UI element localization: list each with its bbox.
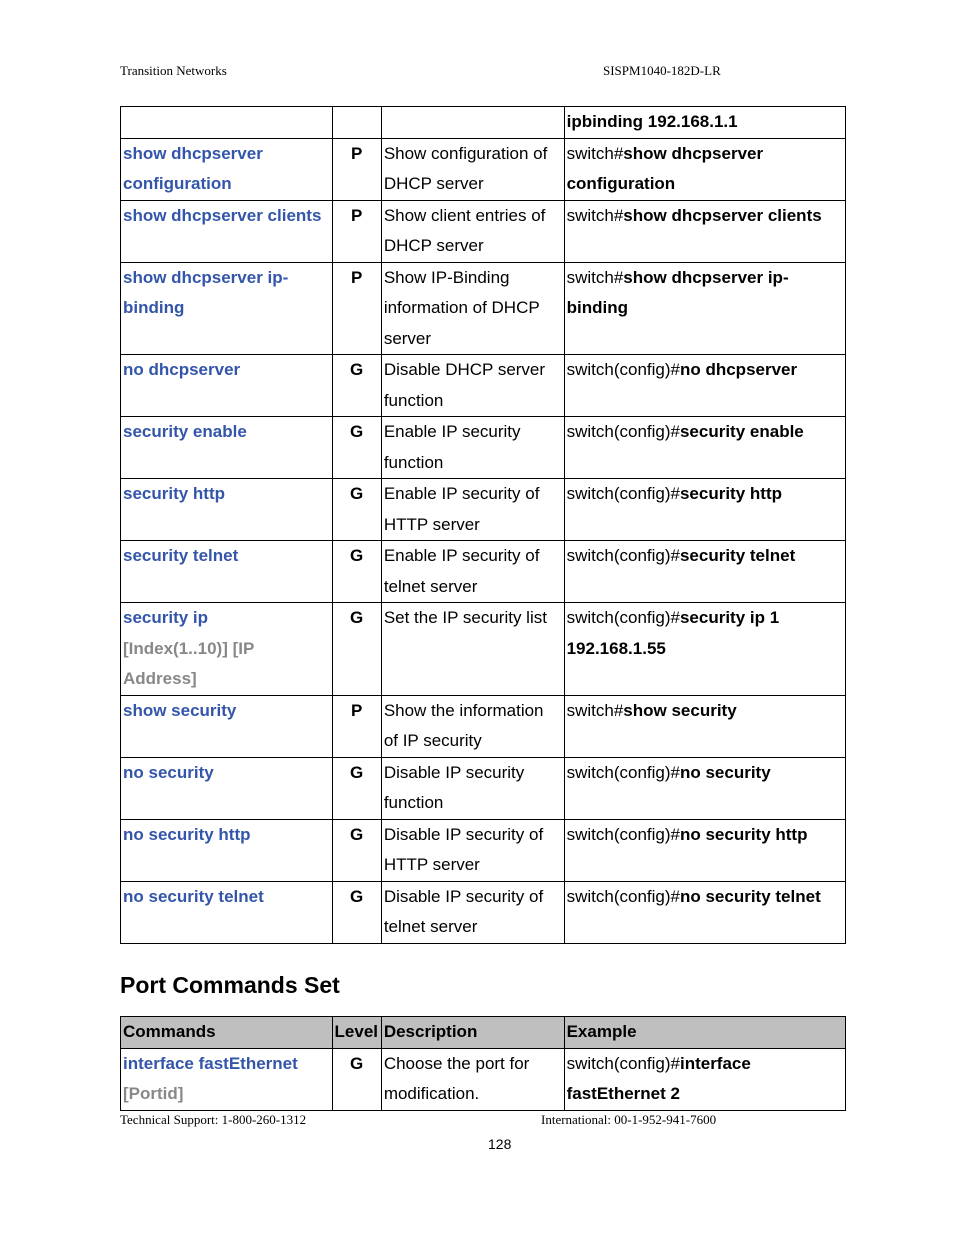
example-command: no security http [679,824,808,844]
command-cell [121,107,333,139]
description-cell [381,107,564,139]
example-prefix: switch(config)# [566,546,680,565]
table-row [121,757,846,819]
level-cell: P [332,200,381,262]
description-cell: Show client entries of DHCP server [381,200,564,262]
command-cell [121,541,333,603]
level-cell: G [332,417,381,479]
example-cell [564,355,845,417]
command-name: security telnet [123,546,239,565]
example-prefix: switch(config)# [566,360,680,379]
example-command: no security telnet [679,886,821,906]
example-command: show dhcpserver clients [623,205,822,225]
table-row [121,881,846,943]
command-cell [121,1048,333,1110]
level-cell: P [332,138,381,200]
level-cell [332,107,381,139]
example-command: security enable [679,422,804,441]
footer-international: International: 00-1-952-941-7600 [541,1112,717,1127]
example-command: no security [679,762,771,782]
description-cell: Choose the port for modification. [381,1048,564,1110]
example-prefix: switch(config)# [566,422,680,441]
table-row [121,541,846,603]
description-cell: Set the IP security list [381,603,564,696]
example-command: security telnet [679,546,796,565]
command-cell [121,138,333,200]
level-cell: G [332,819,381,881]
level-cell: P [332,695,381,757]
example-command: security http [679,484,782,503]
example-cell [564,138,845,200]
table-row [121,479,846,541]
example-prefix: switch(config)# [566,608,680,627]
command-name: security http [123,484,226,503]
table-row [121,819,846,881]
example-prefix: switch(config)# [566,824,680,844]
header-example: Example [564,1017,845,1049]
command-cell [121,695,333,757]
description-cell: Disable IP security function [381,757,564,819]
table-row [121,355,846,417]
command-cell [121,200,333,262]
command-name: no security http [123,824,251,844]
example-cell [564,479,845,541]
example-prefix: switch# [566,700,624,720]
example-cell [564,1048,845,1110]
header-right: SISPM1040-182D-LR [603,63,721,78]
description-cell: Enable IP security of telnet server [381,541,564,603]
example-prefix: switch(config)# [566,484,680,503]
description-cell: Show configuration of DHCP server [381,138,564,200]
command-name: no security telnet [123,886,264,906]
description-cell: Disable DHCP server function [381,355,564,417]
header-level: Level [332,1017,381,1049]
example-prefix: switch# [566,143,624,163]
command-cell [121,819,333,881]
page-number: 128 [488,1136,512,1152]
description-cell: Show the information of IP security [381,695,564,757]
level-cell: G [332,1048,381,1110]
table-header-row [121,1017,846,1049]
description-cell: Disable IP security of telnet server [381,881,564,943]
example-prefix: switch(config)# [566,886,680,906]
example-cell [564,881,845,943]
example-cell [564,200,845,262]
table-row [121,138,846,200]
section-title: Port Commands Set [120,972,340,998]
example-cell [564,757,845,819]
command-cell [121,881,333,943]
example-cell [564,603,845,696]
command-name: show dhcpserver ip-binding [123,267,289,317]
command-name: show dhcpserver clients [123,205,322,225]
example-command: no dhcpserver [679,360,798,379]
level-cell: G [332,881,381,943]
command-cell [121,757,333,819]
command-name: interface fastEthernet [123,1053,298,1073]
command-param: [Index(1..10)] [IP Address] [123,638,254,688]
table-row [121,107,846,139]
command-cell [121,479,333,541]
example-cell [564,107,845,139]
command-name: show dhcpserver configuration [123,143,263,193]
table-row [121,603,846,696]
example-cell [564,262,845,355]
level-cell: G [332,757,381,819]
table-row [121,695,846,757]
header-left: Transition Networks [120,63,227,78]
command-cell [121,262,333,355]
command-cell [121,355,333,417]
level-cell: P [332,262,381,355]
example-command: ipbinding 192.168.1.1 [566,112,738,131]
level-cell: G [332,479,381,541]
example-cell [564,695,845,757]
table-row [121,1048,846,1110]
description-cell: Show IP-Binding information of DHCP server [381,262,564,355]
example-command: show dhcpserver ip-binding [566,267,789,317]
level-cell: G [332,355,381,417]
footer-support: Technical Support: 1-800-260-1312 [120,1112,307,1127]
command-name: security enable [123,422,247,441]
header-commands: Commands [121,1017,333,1049]
example-prefix: switch# [566,267,624,287]
description-cell: Enable IP security function [381,417,564,479]
command-table-security [120,106,846,944]
command-table-port [120,1016,846,1111]
table-row [121,417,846,479]
table-row [121,200,846,262]
example-prefix: switch(config)# [566,1053,680,1073]
example-cell [564,417,845,479]
command-name: no dhcpserver [123,360,241,379]
description-cell: Enable IP security of HTTP server [381,479,564,541]
command-name: no security [123,762,214,782]
command-name: security ip [123,608,209,627]
table-row [121,262,846,355]
example-command: interface fastEthernet 2 [566,1053,751,1103]
command-cell [121,603,333,696]
example-command: show dhcpserver configuration [566,143,764,193]
command-param: [Portid] [123,1084,184,1103]
example-command: show security [623,700,737,720]
level-cell: G [332,541,381,603]
example-prefix: switch(config)# [566,762,680,782]
example-command: security ip 1 192.168.1.55 [566,608,780,658]
level-cell: G [332,603,381,696]
example-prefix: switch# [566,205,624,225]
header-description: Description [381,1017,564,1049]
example-cell [564,819,845,881]
command-cell [121,417,333,479]
example-cell [564,541,845,603]
command-name: show security [123,700,237,720]
description-cell: Disable IP security of HTTP server [381,819,564,881]
